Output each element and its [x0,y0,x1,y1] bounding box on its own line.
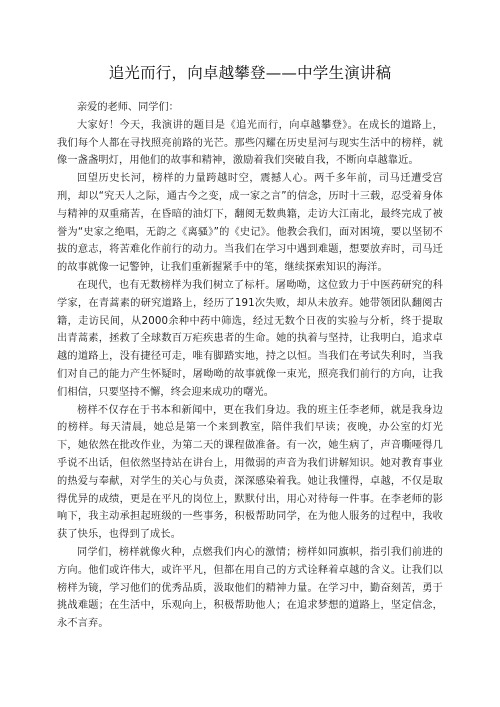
paragraph-teacher-li: 榜样不仅存在于书本和新闻中，更在我们身边。我的班主任李老师，就是我身边的榜样。每天清晨，她总是第一个来到教室，陪伴我们早读；夜晚，办公室的灯光下，她依然在批改作业，为第二天的课程做准备。有一次，她生病了，声音嘶哑得几乎说不出话，但依然坚持站在讲台上，用微弱的声音为我们讲解知识。她对教育事业的热爱与奉献，对学生的关心与负责，深深感染着我。她让我懂得，卓越，不仅是取得优异的成绩，更是在平凡的岗位上，默默付出，用心对待每一件事。在李老师的影响下，我主动承担起班级的一些事务，积极帮助同学，在为他人服务的过程中，我收获了快乐，也得到了成长。 [57,404,443,541]
salutation: 亲爱的老师、同学们： [77,102,179,113]
paragraph-closing: 同学们，榜样就像火种，点燃我们内心的激情；榜样如同旗帜，指引我们前进的方向。他们或许伟大，或许平凡，但都在用自己的方式诠释着卓越的含义。让我们以榜样为镜，学习他们的优秀品质，汲取他们的精神力量。在学习中，勤奋刻苦，勇于挑战难题；在生活中，乐观向上，积极帮助他人；在追求梦想的道路上，坚定信念，永不言弃。 [57,546,443,630]
document-title: 追光而行，向卓越攀登——中学生演讲稿 [108,64,392,82]
paragraph-sima-qian: 回望历史长河，榜样的力量跨越时空，震撼人心。两千多年前，司马迁遭受宫刑，却以“究天人之际，通古今之变，成一家之言”的信念，历时十三载，忍受着身体与精神的双重痛苦，在昏暗的油灯下，翻阅无数典籍，走访大江南北，最终完成了被誉为“史家之绝唱，无韵之《离骚》”的《史记》。他教会我们，面对困境，要以坚韧不拔的意志，将苦难化作前行的动力。当我们在学习中遇到难题，想要放弃时，司马迁的故事就像一记警钟，让我们重新握紧手中的笔，继续探索知识的海洋。 [57,173,443,274]
paragraph-intro: 大家好！今天，我演讲的题目是《追光而行，向卓越攀登》。在成长的道路上，我们每个人都在寻找照亮前路的光芒。那些闪耀在历史星河与现实生活中的榜样，就像一盏盏明灯，用他们的故事和精神，激励着我们突破自我，不断向卓越靠近。 [57,119,443,167]
paragraph-tu-youyou: 在现代，也有无数榜样为我们树立了标杆。屠呦呦，这位致力于中医药研究的科学家，在青蒿素的研究道路上，经历了191次失败，却从未放弃。她带领团队翻阅古籍，走访民间，从2000余种中药中筛选，经过无数个日夜的实验与分析，终于提取出青蒿素，拯救了全球数百万疟疾患者的生命。她的执着与坚持，让我明白，追求卓越的道路上，没有捷径可走，唯有脚踏实地，持之以恒。当我们在考试失利时，当我们对自己的能力产生怀疑时，屠呦呦的故事就像一束光，照亮我们前行的方向，让我们相信，只要坚持不懈，终会迎来成功的曙光。 [57,279,443,398]
